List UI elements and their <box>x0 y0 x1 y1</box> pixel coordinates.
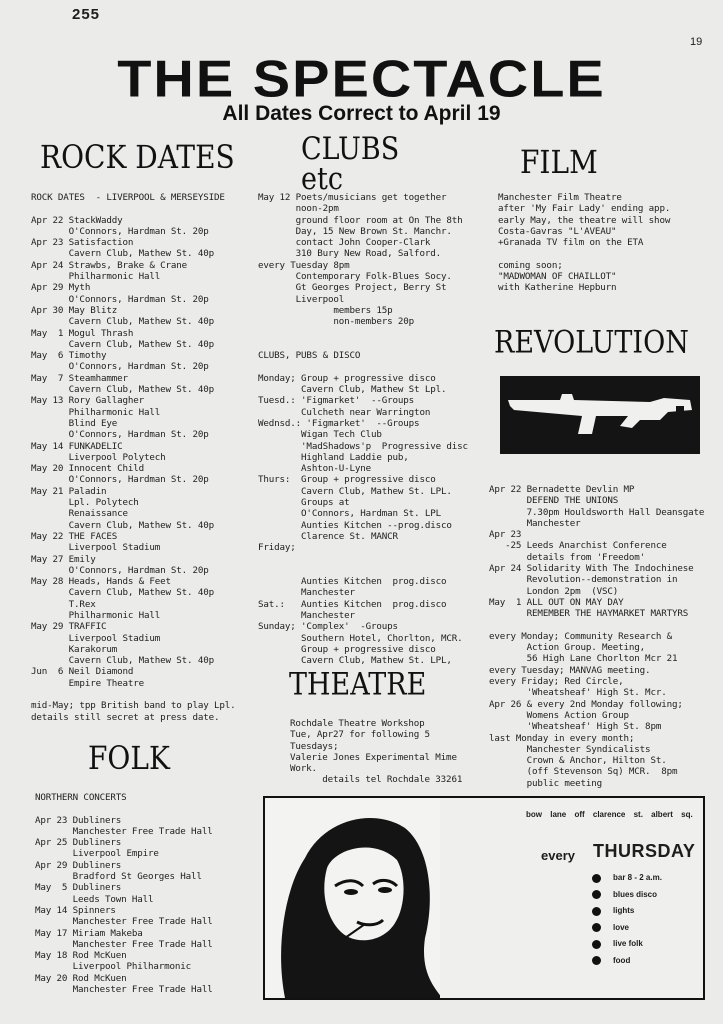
advert-item: love <box>592 920 662 937</box>
listing-line: noon-2pm <box>258 203 339 215</box>
listing-line: Apr 22 Bernadette Devlin MP <box>489 484 635 495</box>
listing-line: (off Stevenson Sq) MCR. 8pm <box>489 766 678 778</box>
listing-line: 310 Bury New Road, Salford. <box>258 248 441 260</box>
listing-line: Culcheth near Warrington <box>258 406 431 418</box>
masthead-subtitle: All Dates Correct to April 19 <box>222 102 501 125</box>
listing-line: Highland Laddie pub, <box>258 451 409 463</box>
listing-line: after 'My Fair Lady' ending app. <box>498 203 671 215</box>
listing-line: May 17 Miriam Makeba <box>35 927 143 939</box>
listing-line: Manchester Film Theatre <box>498 192 622 203</box>
listing-line: Manchester Free Trade Hall <box>35 984 213 996</box>
bullet-icon <box>592 923 601 932</box>
listing-line: Apr 23 Dubliners <box>35 814 122 826</box>
listing-line: every Tuesday 8pm <box>258 259 350 271</box>
rock-dates-listing <box>31 192 236 723</box>
listing-line: 'Wheatsheaf' High St. 8pm <box>489 721 662 733</box>
rifle-icon <box>500 376 700 454</box>
listing-line: Thurs: Group + progressive disco <box>258 474 436 486</box>
listing-line: with Katherine Hepburn <box>498 282 617 294</box>
listing-line: 56 High Lane Chorlton Mcr 21 <box>489 653 678 665</box>
folk-heading: FOLK <box>88 739 170 777</box>
listing-line: Apr 29 Dubliners <box>35 859 122 871</box>
listing-line: Revolution--demonstration in <box>489 574 678 586</box>
listing-line: Clarence St. MANCR <box>258 530 398 542</box>
listing-line: Empire Theatre <box>31 677 145 689</box>
listing-line: Work. <box>290 763 317 775</box>
thursday-advert <box>440 796 705 1000</box>
listing-line: Manchester Free Trade Hall <box>35 825 213 837</box>
listing-line <box>31 689 236 700</box>
clubs-heading-line1: CLUBS <box>301 131 400 168</box>
listing-line: Apr 23 <box>489 529 522 541</box>
listing-line: Group + progressive disco <box>258 643 436 655</box>
listing-line: Cavern Club, Mathew St. 40p <box>31 316 214 328</box>
bullet-icon <box>592 890 601 899</box>
listing-line: Ashton-U-Lyne <box>258 463 372 475</box>
advert-address: bow lane off clarence st. albert sq. <box>526 810 693 819</box>
advert-item: bar 8 - 2 a.m. <box>592 870 662 887</box>
rock-dates-heading: ROCK DATES <box>40 138 235 176</box>
listing-line: 'Wheatsheaf' High St. Mcr. <box>489 687 667 699</box>
page-number: 255 <box>72 6 101 23</box>
listing-line: Costa-Gavras "L'AVEAU" <box>498 225 617 237</box>
listing-line: +Granada TV film on the ETA <box>498 237 644 249</box>
listing-line: London 2pm (VSC) <box>489 585 619 597</box>
listing-line: Blind Eye <box>31 417 118 429</box>
advert-items <box>592 870 662 969</box>
listing-line: Manchester Syndicalists <box>489 743 651 755</box>
listing-line: Karakorum <box>31 643 118 655</box>
listing-line: Tue, Apr27 for following 5 <box>290 729 430 741</box>
listing-line: O'Connors, Hardman St. 20p <box>31 564 209 576</box>
listing-line: Liverpool Empire <box>35 848 159 860</box>
listing-line: Liverpool Philharmonic <box>35 961 192 973</box>
listing-line: May 14 FUNKADELIC <box>31 440 123 452</box>
listing-line: Gt Georges Project, Berry St <box>258 282 447 294</box>
listing-line: every Friday; Red Circle, <box>489 676 624 688</box>
listing-line: May 21 Paladin <box>31 485 107 497</box>
listing-line: May 28 Heads, Hands & Feet <box>31 576 171 588</box>
listing-line: Cavern Club, Mathew St. 40p <box>31 338 214 350</box>
listing-line: Cavern Club, Mathew St. 40p <box>31 519 214 531</box>
listing-line: Manchester Free Trade Hall <box>35 916 213 928</box>
advert-item: lights <box>592 903 662 920</box>
bullet-icon <box>592 874 601 883</box>
theatre-heading: THEATRE <box>289 667 427 703</box>
listing-line: May 22 THE FACES <box>31 530 118 542</box>
listing-line: "MADWOMAN OF CHAILLOT" <box>498 271 617 283</box>
listing-line: DEFEND THE UNIONS <box>489 495 619 507</box>
listing-line: Sat.: Aunties Kitchen prog.disco <box>258 598 447 610</box>
listing-line: Tuesd.: 'Figmarket' --Groups <box>258 395 415 407</box>
listing-line <box>35 803 213 814</box>
listing-line: contact John Cooper-Clark <box>258 237 431 249</box>
listing-line: May 13 Rory Gallagher <box>31 395 145 407</box>
listing-line: Rochdale Theatre Workshop <box>290 718 425 729</box>
corner-page-number: 19 <box>690 36 703 48</box>
bullet-icon <box>592 956 601 965</box>
listing-line <box>258 554 468 565</box>
bullet-icon <box>592 907 601 916</box>
listing-line <box>258 565 468 576</box>
clubs-listing <box>258 192 468 666</box>
listing-line <box>498 248 670 259</box>
listing-line: Manchester <box>489 517 581 529</box>
film-heading: FILM <box>520 143 598 181</box>
listing-line: Crown & Anchor, Hilton St. <box>489 755 667 767</box>
listing-line: Philharmonic Hall <box>31 406 161 418</box>
listing-line: every Tuesday; MANVAG meeting. <box>489 664 651 676</box>
listing-line: public meeting <box>489 777 603 789</box>
listing-line: Day, 15 New Brown St. Manchr. <box>258 225 452 237</box>
theatre-listing <box>290 718 462 786</box>
listing-line: O'Connors, Hardman St. 20p <box>31 225 209 237</box>
listing-line: Cavern Club, Mathew St. LPL, <box>258 655 452 667</box>
listing-line: O'Connors, Hardman St. 20p <box>31 361 209 373</box>
advert-item: food <box>592 953 662 970</box>
listing-line: mid-May; tpp British band to play Lpl. <box>31 700 236 712</box>
listing-line: details tel Rochdale 33261 <box>290 774 463 786</box>
listing-line: Renaissance <box>31 508 128 520</box>
listing-line: 7.30pm Houldsworth Hall Deansgate <box>489 506 705 518</box>
listing-line: Aunties Kitchen --prog.disco <box>258 519 452 531</box>
listing-line: May 20 Rod McKuen <box>35 972 127 984</box>
listing-line: May 5 Dubliners <box>35 882 122 894</box>
listing-line: O'Connors, Hardman St. 20p <box>31 474 209 486</box>
listing-line: O'Connors, Hardman St. 20p <box>31 293 209 305</box>
listing-line: Cavern Club, Mathew St. 40p <box>31 248 214 260</box>
listing-line: Apr 30 May Blitz <box>31 304 118 316</box>
listing-line: Apr 22 StackWaddy <box>31 214 123 226</box>
listing-line: Manchester <box>258 609 355 621</box>
listing-line: May 18 Rod McKuen <box>35 950 127 962</box>
listing-line: Liverpool Stadium <box>31 632 161 644</box>
masthead-title: THE SPECTACLE <box>117 49 606 108</box>
listing-line: early May, the theatre will show <box>498 214 671 226</box>
listing-line: Aunties Kitchen prog.disco <box>258 576 447 588</box>
advert-item: blues disco <box>592 887 662 904</box>
listing-line: T.Rex <box>31 598 96 610</box>
listing-line: Monday; Group + progressive disco <box>258 372 436 384</box>
listing-line: Philharmonic Hall <box>31 609 161 621</box>
listing-line: Philharmonic Hall <box>31 271 161 283</box>
revolution-heading: REVOLUTION <box>494 325 689 361</box>
listing-line: 'MadShadows'p Progressive disc <box>258 440 468 452</box>
listing-line: O'Connors, Hardman St. LPL <box>258 508 441 520</box>
listing-line: Cavern Club, Mathew St. LPL. <box>258 485 452 497</box>
listing-line: May 6 Timothy <box>31 350 107 362</box>
listing-line <box>258 361 468 372</box>
listing-line: Contemporary Folk-Blues Socy. <box>258 271 452 283</box>
listing-line: Apr 25 Dubliners <box>35 837 122 849</box>
rifle-graphic <box>500 376 700 454</box>
listing-line: members 15p <box>258 304 393 316</box>
listing-line: May 7 Steamhammer <box>31 372 128 384</box>
advert-every: every <box>541 848 575 863</box>
listing-line: Apr 29 Myth <box>31 282 91 294</box>
listing-line: May 1 ALL OUT ON MAY DAY <box>489 596 624 608</box>
listing-line: Action Group. Meeting, <box>489 642 646 654</box>
advert-day: THURSDAY <box>593 841 696 861</box>
listing-line: details from 'Freedom' <box>489 551 646 563</box>
listing-line <box>258 339 468 350</box>
listing-line: Liverpool <box>258 293 345 305</box>
listing-line: O'Connors, Hardman St. 20p <box>31 429 209 441</box>
listing-line <box>489 620 704 631</box>
listing-line: Apr 26 & every 2nd Monday following; <box>489 698 683 710</box>
listing-line <box>31 203 236 214</box>
folk-listing <box>35 792 213 995</box>
listing-line: Leeds Town Hall <box>35 893 154 905</box>
listing-line: May 29 TRAFFIC <box>31 621 107 633</box>
listing-line: Wednsd.: 'Figmarket' --Groups <box>258 417 420 429</box>
listing-line: May 20 Innocent Child <box>31 463 145 475</box>
listing-line: non-members 20p <box>258 316 415 328</box>
listing-line: Lpl. Polytech <box>31 497 139 509</box>
listing-line: ground floor room at On The 8th <box>258 214 463 226</box>
listing-line: last Monday in every month; <box>489 732 635 744</box>
listing-line: Bradford St Georges Hall <box>35 871 202 883</box>
listing-line: May 27 Emily <box>31 553 96 565</box>
bullet-icon <box>592 940 601 949</box>
listing-line: Southern Hotel, Chorlton, MCR. <box>258 632 463 644</box>
listing-line: Liverpool Stadium <box>31 542 161 554</box>
listing-line: Apr 23 Satisfaction <box>31 237 134 249</box>
listing-line: Sunday; 'Complex' -Groups <box>258 621 398 633</box>
listing-line: May 12 Poets/musicians get together <box>258 192 447 203</box>
listing-line: Wigan Tech Club <box>258 429 382 441</box>
listing-line: Cavern Club, Mathew St Lpl. <box>258 384 447 396</box>
film-listing <box>498 192 670 294</box>
listing-line: REMEMBER THE HAYMARKET MARTYRS <box>489 608 689 620</box>
listing-line: May 14 Spinners <box>35 904 116 916</box>
revolution-listing <box>489 484 704 789</box>
listing-line: NORTHERN CONCERTS <box>35 792 127 803</box>
listing-line: Apr 24 Solidarity With The Indochinese <box>489 563 694 575</box>
listing-line: Jun 6 Neil Diamond <box>31 666 134 678</box>
listing-line: details still secret at press date. <box>31 711 220 723</box>
listing-line: May 1 Mogul Thrash <box>31 327 134 339</box>
listing-line: Cavern Club, Mathew St. 40p <box>31 384 214 396</box>
listing-line: Cavern Club, Mathew St. 40p <box>31 587 214 599</box>
listing-line: every Monday; Community Research & <box>489 630 672 642</box>
listing-line: Groups at <box>258 497 350 509</box>
clubs-heading-line2: etc <box>301 161 343 198</box>
advert-item: live folk <box>592 936 662 953</box>
listing-line: -25 Leeds Anarchist Conference <box>489 540 667 552</box>
listing-line: Cavern Club, Mathew St. 40p <box>31 655 214 667</box>
portrait-image <box>265 798 442 998</box>
listing-line: ROCK DATES - LIVERPOOL & MERSEYSIDE <box>31 192 225 203</box>
listing-line: Manchester Free Trade Hall <box>35 938 213 950</box>
clubs-heading <box>301 131 400 198</box>
listing-line: Apr 24 Strawbs, Brake & Crane <box>31 259 188 271</box>
listing-line: Womens Action Group <box>489 709 629 721</box>
listing-line: Liverpool Polytech <box>31 451 166 463</box>
listing-line: coming soon; <box>498 259 563 271</box>
listing-line: Valerie Jones Experimental Mime <box>290 751 457 763</box>
listing-line: Friday; <box>258 542 296 554</box>
listing-line: Tuesdays; <box>290 740 339 752</box>
listing-line: Manchester <box>258 587 355 599</box>
listing-line: CLUBS, PUBS & DISCO <box>258 350 361 362</box>
woman-portrait-photo <box>263 796 444 1000</box>
listing-line <box>258 328 468 339</box>
